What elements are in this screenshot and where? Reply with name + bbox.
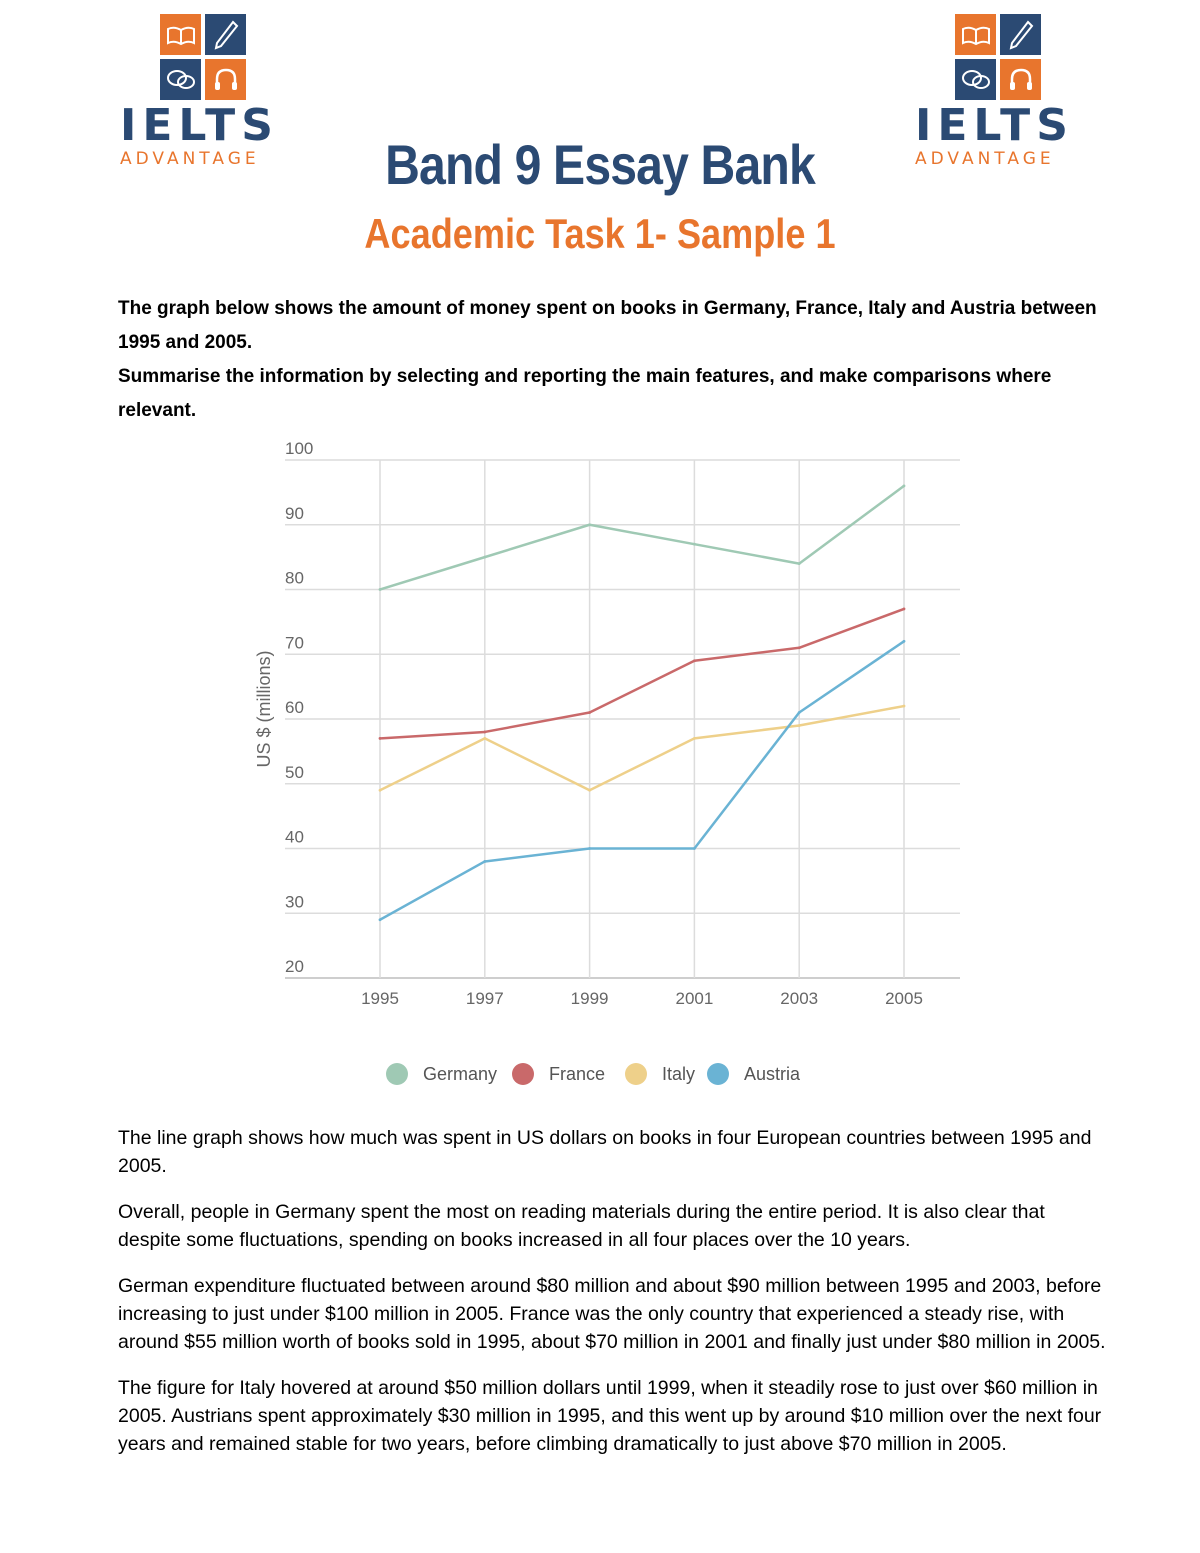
logo-icon-grid xyxy=(160,14,290,100)
y-tick-label: 40 xyxy=(285,827,304,847)
legend-label-france: France xyxy=(549,1064,606,1084)
essay-paragraph-3: German expenditure fluctuated between around $80 million and about $90 million between 1995 and 2003, before increasing to just under $100 million in 2005. France was the only country that experienced a steady rise, with around $55 million worth of books sold in 1995, about $70 million in 2001 and finally just under $80 million in 2005. xyxy=(118,1275,1106,1353)
book-icon xyxy=(955,14,996,55)
data-point-austria xyxy=(798,711,801,714)
y-tick-label: 30 xyxy=(285,892,304,912)
data-point-austria xyxy=(483,860,486,863)
y-tick-label: 100 xyxy=(285,439,314,458)
logo-wordmark: IELTS xyxy=(915,100,1074,151)
data-point-italy xyxy=(798,724,801,727)
x-tick-label: 2001 xyxy=(675,989,714,1008)
speech-bubbles-icon xyxy=(955,59,996,100)
data-point-germany xyxy=(798,562,801,565)
data-point-germany xyxy=(903,485,906,488)
legend-marker-france xyxy=(512,1063,534,1085)
x-tick-label: 1997 xyxy=(465,989,504,1008)
pen-icon xyxy=(1000,14,1041,55)
data-point-germany xyxy=(588,523,591,526)
essay-body xyxy=(118,1124,1108,1476)
y-tick-label: 60 xyxy=(285,698,304,717)
task-prompt xyxy=(118,292,1098,428)
legend-marker-italy xyxy=(625,1063,647,1085)
y-tick-label: 80 xyxy=(285,568,304,588)
page-subtitle: Academic Task 1- Sample 1 xyxy=(364,210,836,257)
x-tick-label: 2003 xyxy=(780,989,819,1008)
data-point-france xyxy=(798,646,801,649)
y-tick-label: 20 xyxy=(285,957,304,976)
page-title: Band 9 Essay Bank xyxy=(385,133,815,196)
essay-paragraph-2: Overall, people in Germany spent the most on reading materials during the entire period. It is also clear that despite some fluctuations, spending on books increased in all four places over the 10 years. xyxy=(118,1201,1045,1251)
x-tick-label: 2005 xyxy=(885,989,923,1008)
prompt-line-1: The graph below shows the amount of money spent on books in Germany, France, Italy and Austria between 1995 and 2005. xyxy=(118,298,1097,353)
data-point-france xyxy=(693,659,696,662)
logo-tagline: ADVANTAGE xyxy=(120,149,260,169)
x-tick-label: 1999 xyxy=(570,989,609,1008)
logo-icon-grid xyxy=(955,14,1085,100)
legend-label-austria: Austria xyxy=(744,1064,801,1084)
data-point-austria xyxy=(379,918,382,921)
legend-label-italy: Italy xyxy=(662,1064,696,1084)
headphones-icon xyxy=(205,59,246,100)
data-point-italy xyxy=(588,789,591,792)
prompt-line-2: Summarise the information by selecting and reporting the main features, and make comparisons where relevant. xyxy=(118,366,1052,421)
y-tick-label: 50 xyxy=(285,762,304,782)
data-point-france xyxy=(588,711,591,714)
legend-marker-austria xyxy=(707,1063,729,1085)
data-point-austria xyxy=(588,847,591,850)
data-point-germany xyxy=(483,556,486,559)
data-point-france xyxy=(379,737,382,740)
data-point-italy xyxy=(903,705,906,708)
legend-marker-germany xyxy=(386,1063,408,1085)
legend-label-germany: Germany xyxy=(423,1064,498,1084)
pen-icon xyxy=(205,14,246,55)
data-point-italy xyxy=(693,737,696,740)
data-point-france xyxy=(903,608,906,611)
logo-wordmark: IELTS xyxy=(120,100,279,151)
series-line-germany xyxy=(380,486,904,590)
essay-paragraph-1: The line graph shows how much was spent in US dollars on books in four European countries between 1995 and 2005. xyxy=(118,1127,1092,1177)
y-tick-label: 90 xyxy=(285,503,304,523)
y-tick-label: 70 xyxy=(285,633,304,653)
data-point-germany xyxy=(693,543,696,546)
data-point-italy xyxy=(483,737,486,740)
y-axis-title: US $ (millions) xyxy=(254,650,274,768)
line-chart xyxy=(240,432,980,1112)
essay-paragraph-4: The figure for Italy hovered at around $50 million dollars until 1999, when it steadily rose to just over $60 million in 2005. Austrians spent approximately $30 million in 1995, and this went up by around $10 million over the next four years and remained stable for two years, before climbing dramatically to just above $70 million in 2005. xyxy=(118,1377,1102,1455)
data-point-germany xyxy=(379,588,382,591)
data-point-austria xyxy=(903,640,906,643)
headphones-icon xyxy=(1000,59,1041,100)
logo-tagline: ADVANTAGE xyxy=(915,149,1055,169)
book-icon xyxy=(160,14,201,55)
data-point-italy xyxy=(379,789,382,792)
speech-bubbles-icon xyxy=(160,59,201,100)
data-point-austria xyxy=(693,847,696,850)
series-line-austria xyxy=(380,641,904,919)
x-tick-label: 1995 xyxy=(361,989,399,1008)
data-point-france xyxy=(483,731,486,734)
